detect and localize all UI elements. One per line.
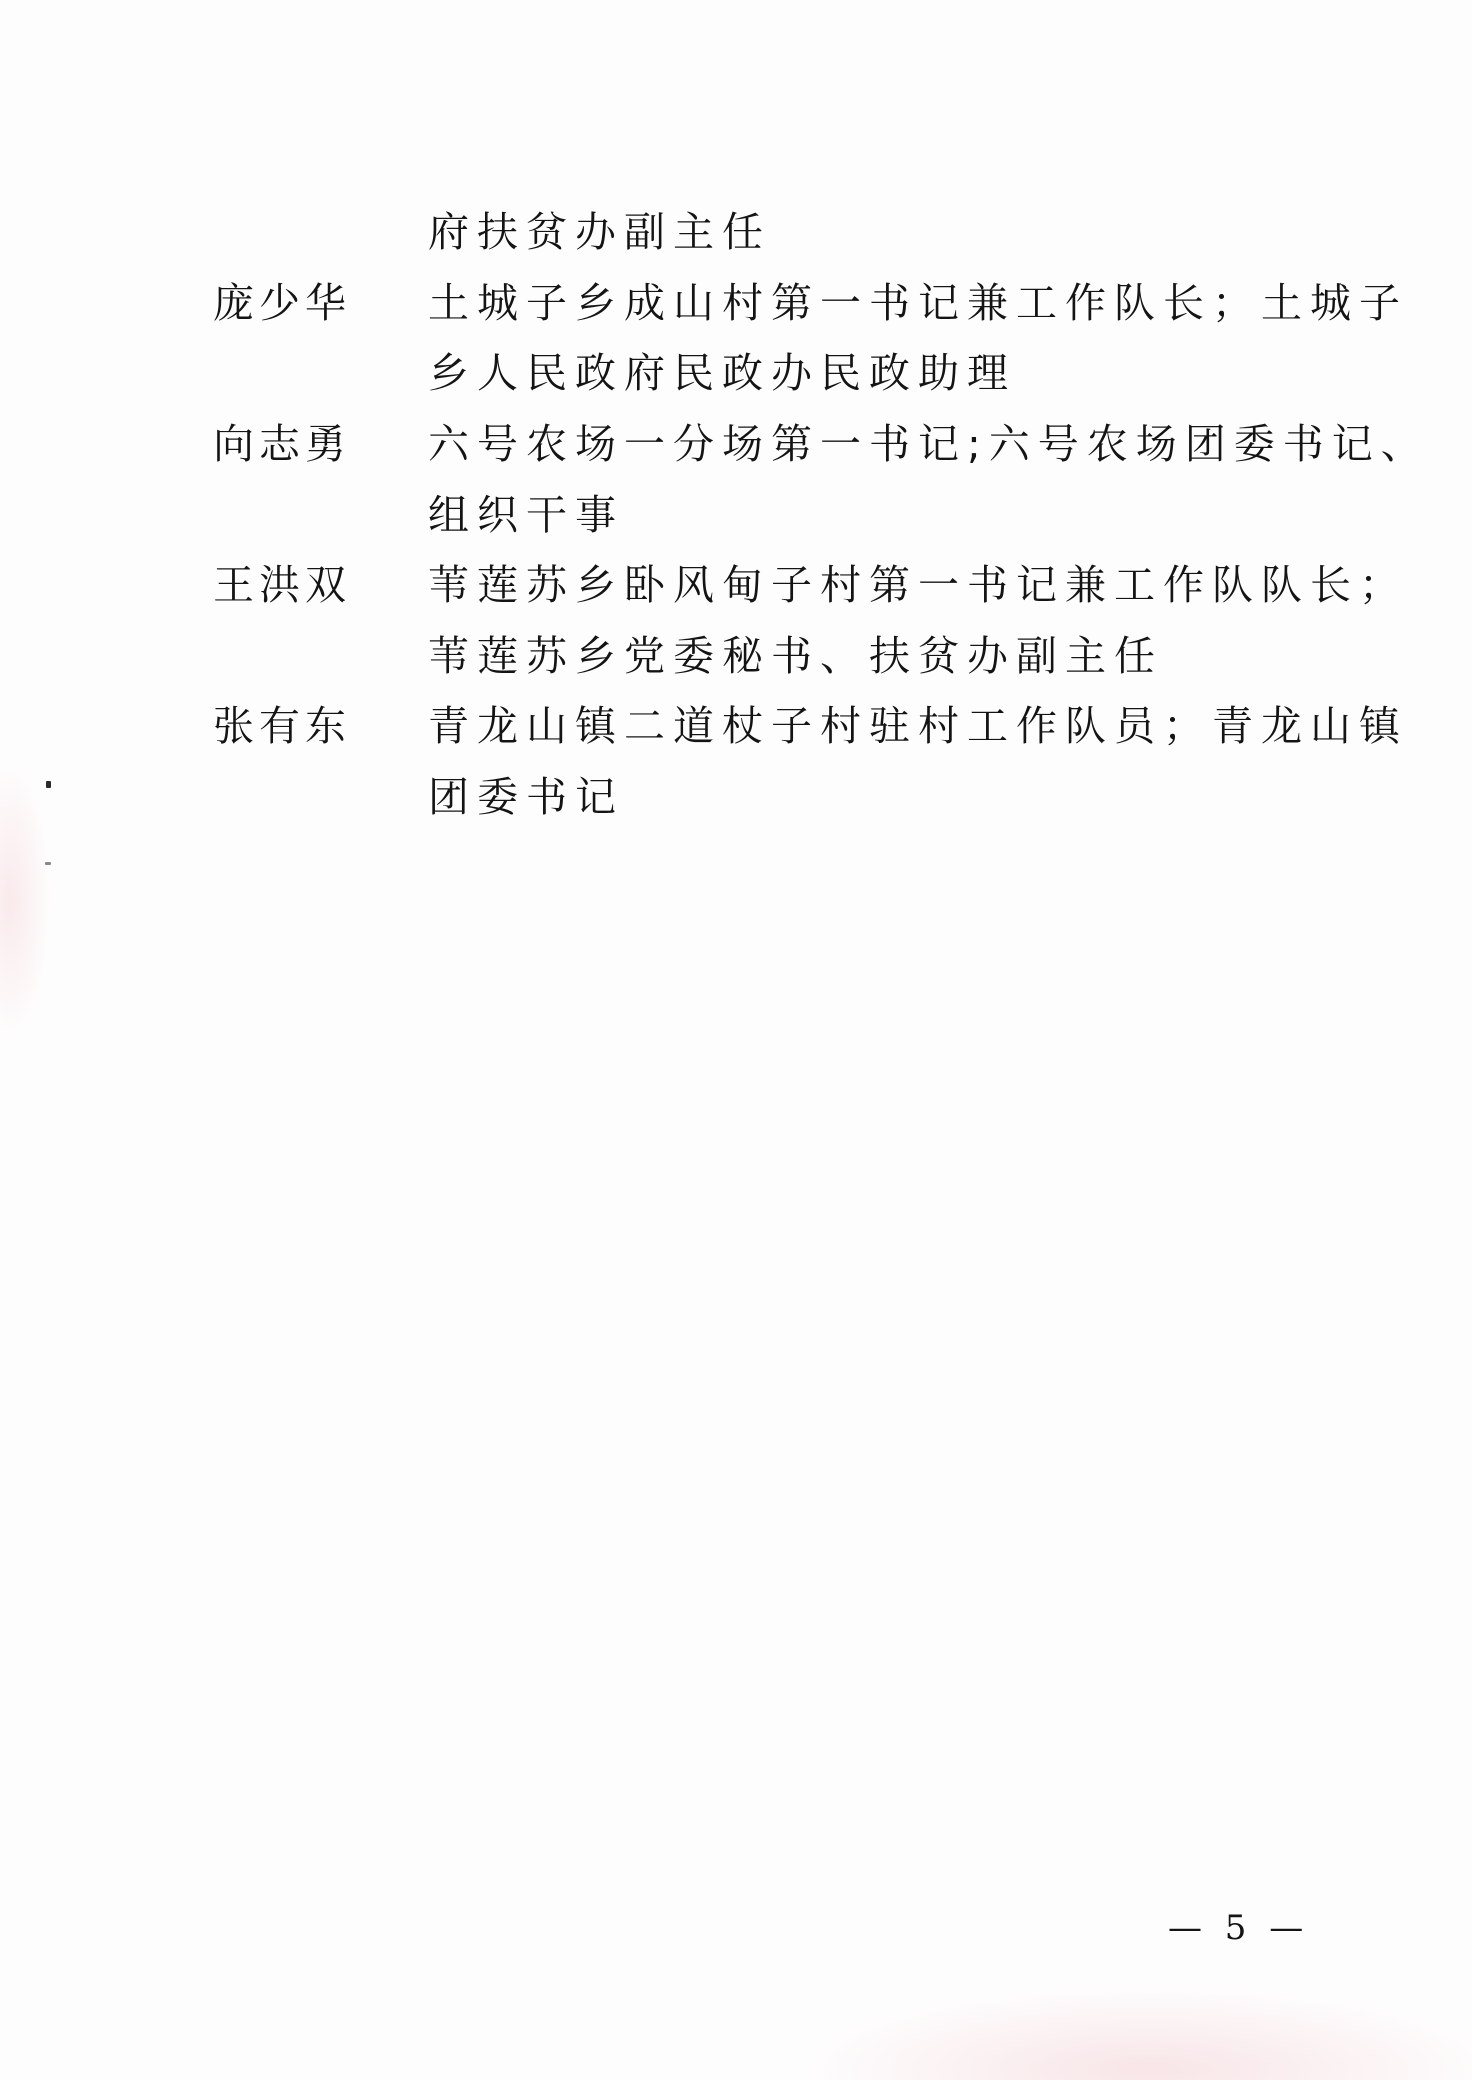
entry-name: 向志勇 [213, 420, 351, 468]
entry-line: 乡人民政府民政办民政助理 [428, 349, 1016, 397]
entry-name: 庞少华 [213, 279, 351, 327]
continuation-line: 府扶贫办副主任 [428, 208, 771, 256]
entry-line: 土城子乡成山村第一书记兼工作队长；土城子 [428, 279, 1408, 327]
entry-line: 团委书记 [428, 773, 624, 821]
scan-speck [46, 781, 51, 788]
entry-name: 张有东 [213, 702, 351, 750]
page-number: — 5 — [1168, 1908, 1310, 1948]
entry-name: 王洪双 [213, 561, 351, 609]
entry-line: 苇莲苏乡党委秘书、扶贫办副主任 [428, 632, 1163, 680]
entry-line: 组织干事 [428, 491, 624, 539]
scan-speck [45, 862, 51, 865]
entry-line: 六号农场一分场第一书记;六号农场团委书记、 [428, 420, 1430, 468]
entry-line: 青龙山镇二道杖子村驻村工作队员；青龙山镇 [428, 702, 1408, 750]
entry-line: 苇莲苏乡卧风甸子村第一书记兼工作队队长； [428, 561, 1408, 609]
